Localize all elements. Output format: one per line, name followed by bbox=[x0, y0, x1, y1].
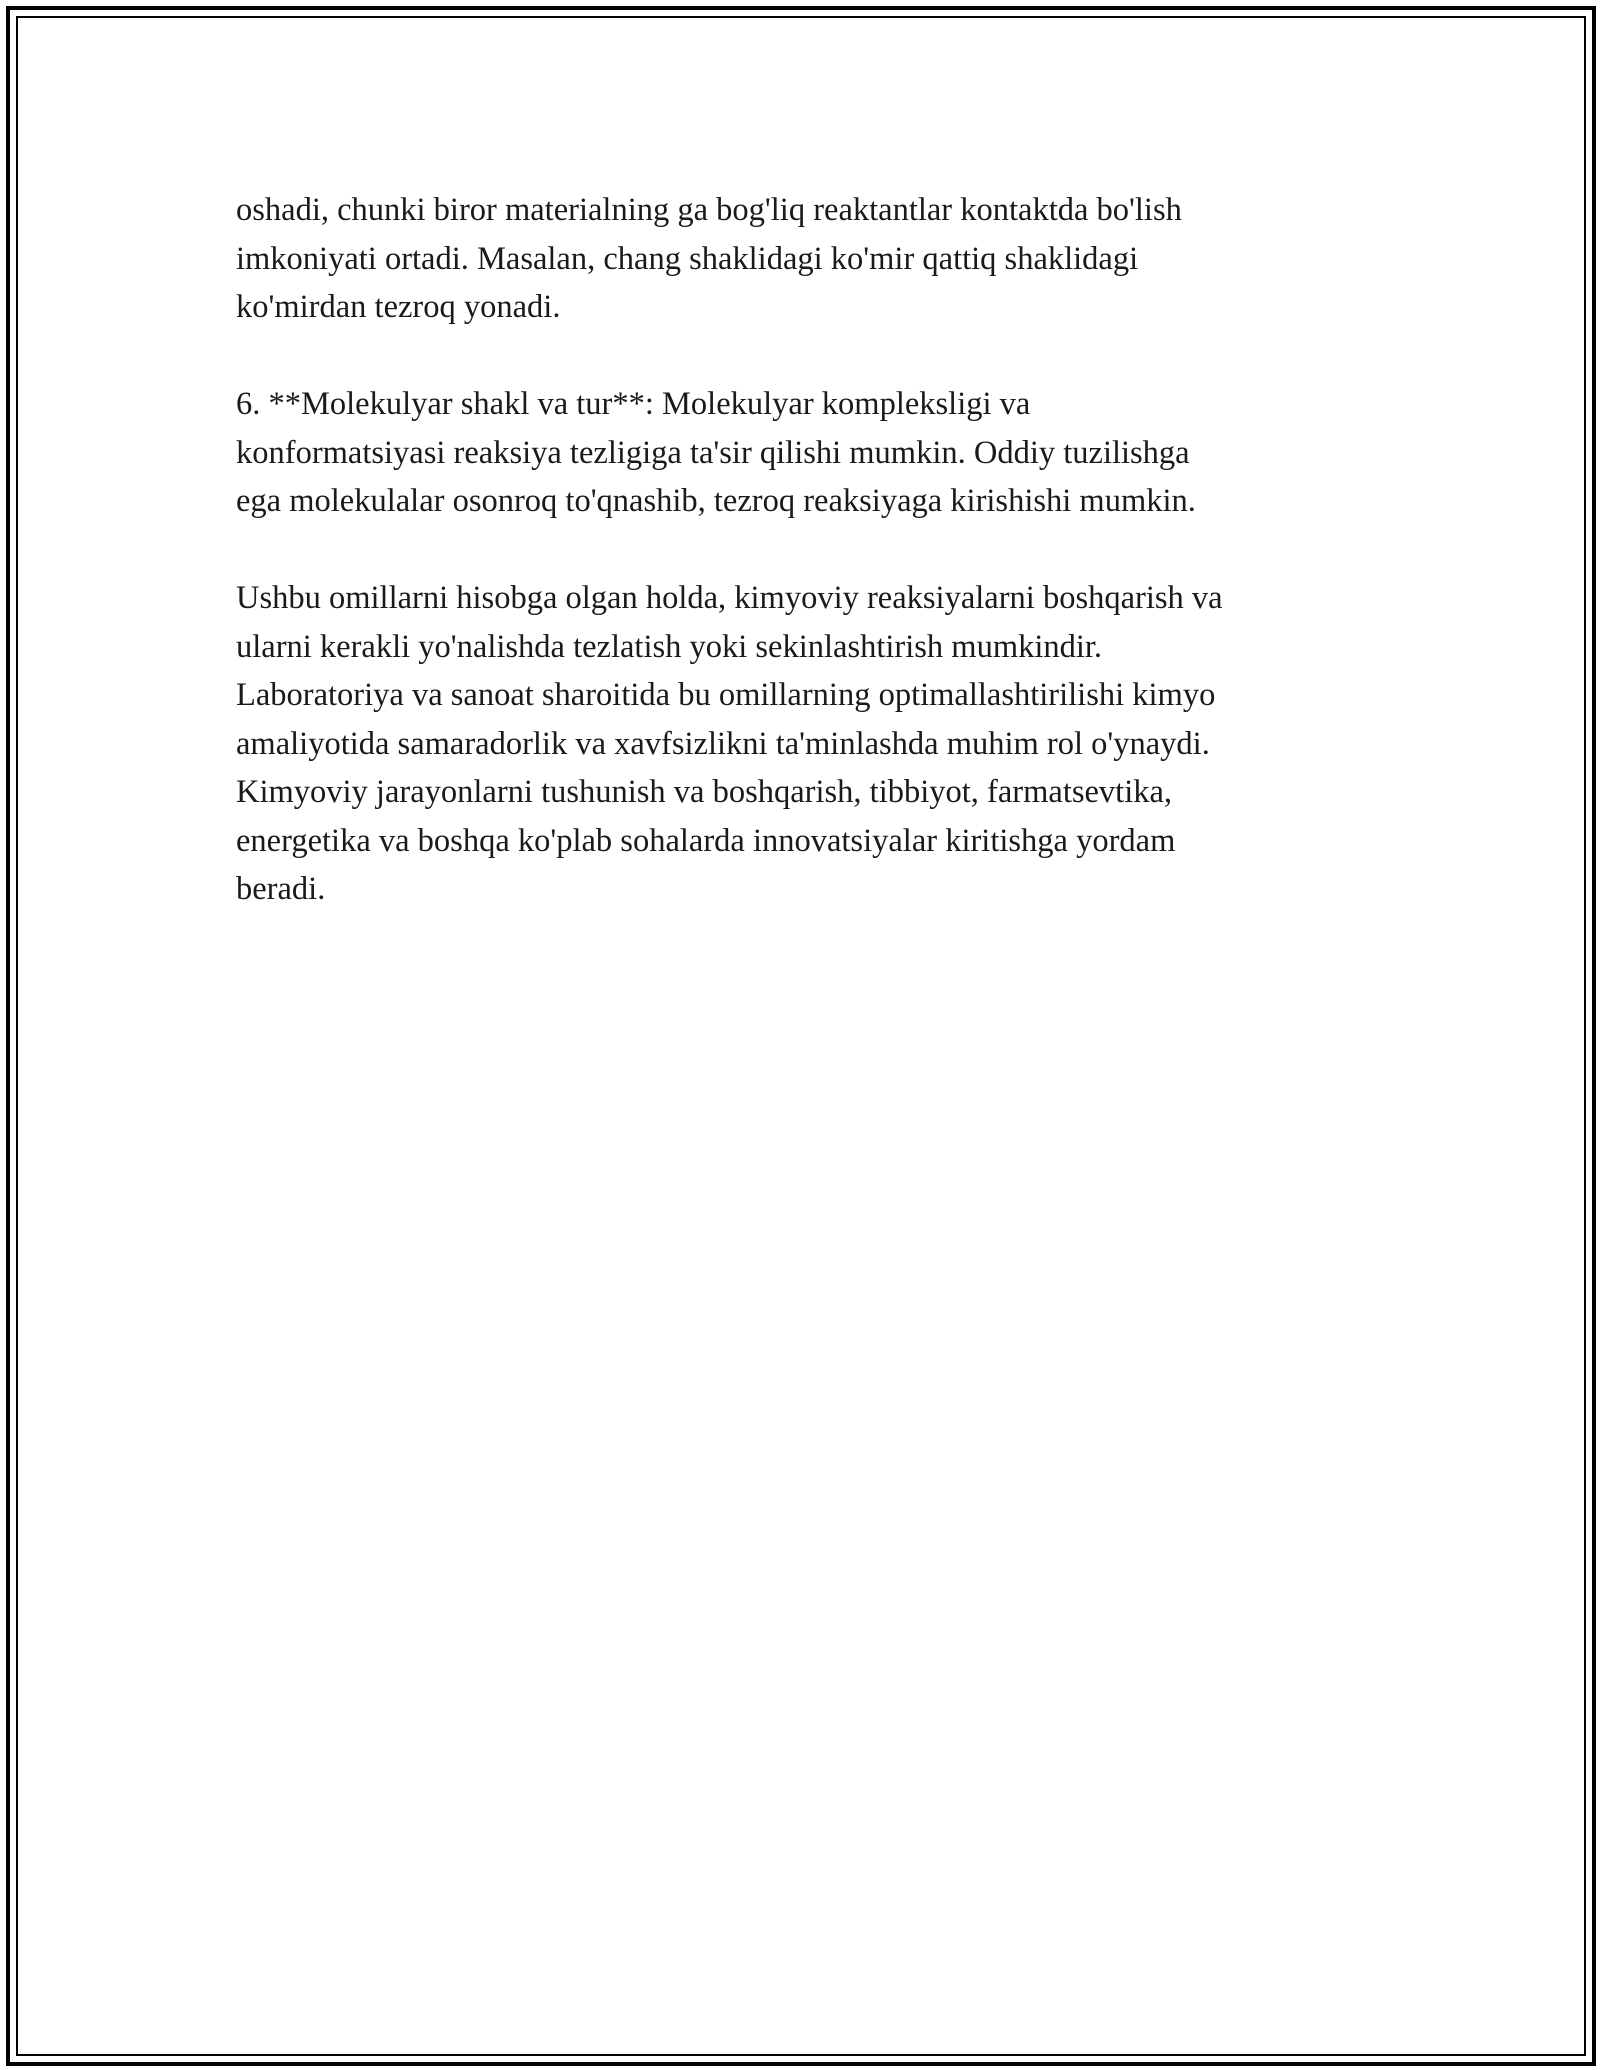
paragraph-molecular-shape: 6. **Molekulyar shakl va tur**: Molekulyar kompleksligi va konformatsiyasi reaksiya tezligiga ta'sir qilishi mumkin. Oddiy tuzilishga ega molekulalar osonroq to'qnashib, tezroq reaksiyaga kirishishi mumkin. bbox=[236, 386, 1196, 519]
paragraph-conclusion: Ushbu omillarni hisobga olgan holda, kimyoviy reaksiyalarni boshqarish va ularni kerakli yo'nalishda tezlatish yoki sekinlashtirish mumkindir. Laboratoriya va sanoat sharoitida bu omillarning optimallashtirilishi kimyo amaliyotida samaradorlik va xavfsizlikni ta'minlashda muhim rol o'ynaydi. Kimyoviy jarayonlarni tushunish va boshqarish, tibbiyot, farmatsevtika, energetika va boshqa ko'plab sohalarda innovatsiyalar kiritishga yordam beradi. bbox=[236, 580, 1223, 907]
document-body bbox=[236, 186, 1366, 914]
paragraph-surface-area-continuation: oshadi, chunki biror materialning ga bog'liq reaktantlar kontaktda bo'lish imkoniyati ortadi. Masalan, chang shaklidagi ko'mir qattiq shaklidagi ko'mirdan tezroq yonadi. bbox=[236, 192, 1182, 325]
